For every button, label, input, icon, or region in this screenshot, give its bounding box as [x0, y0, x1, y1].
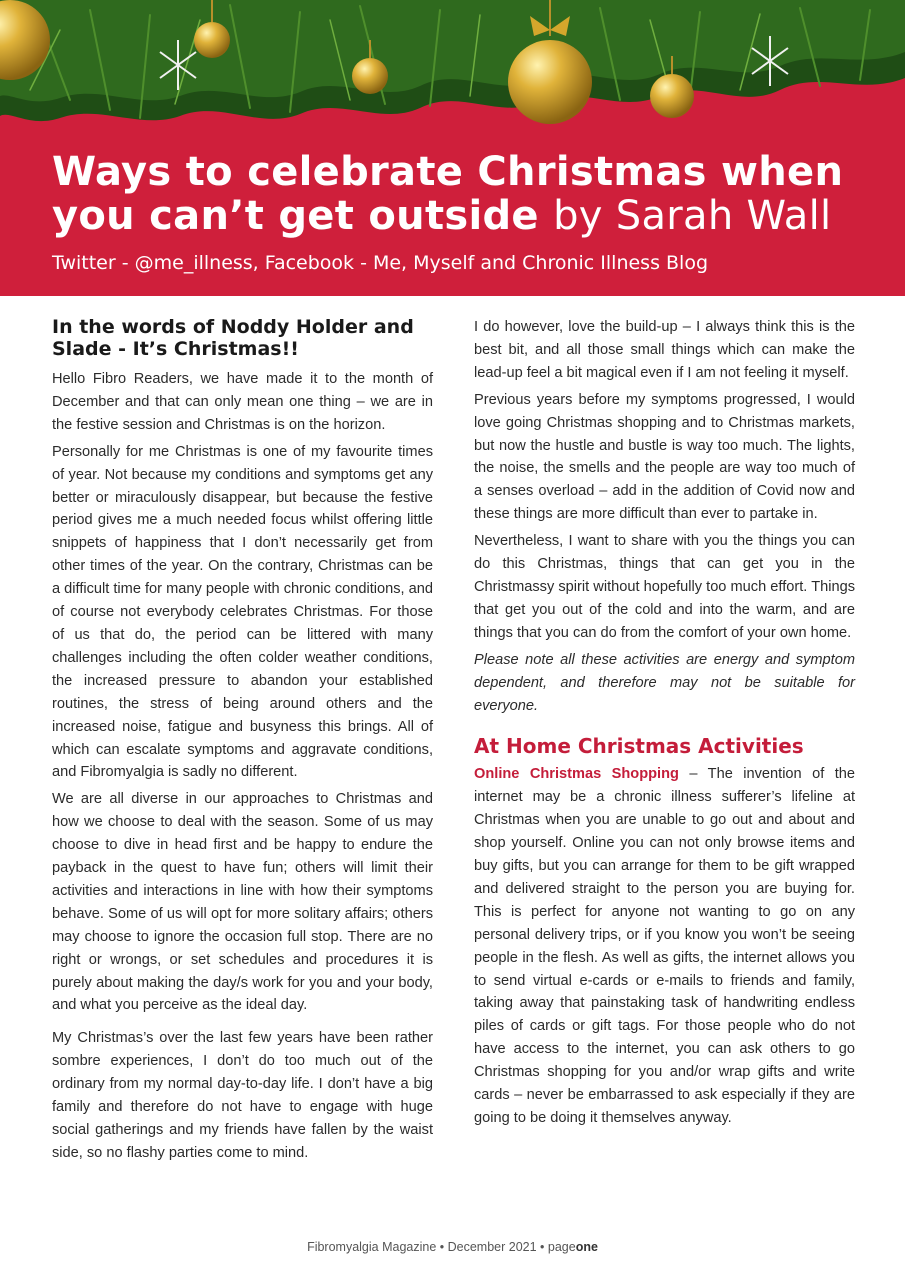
left-column [52, 316, 433, 1169]
section-heading: At Home Christmas Activities [474, 734, 804, 759]
paragraph: Personally for me Christmas is one of my favourite times of year. Not because my conditions and symptoms get any better or miraculously disappear, but because the festive period gives me a much needed focus whilst offering little snippets of happiness that I don’t necessarily get from other times of the year. On the contrary, Christmas can be a difficult time for many people with chronic conditions, and of course not everybody celebrates Christmas. For those of us that do, the period can be littered with many challenges including the often colder weather conditions, the increased pressure to abandon your established routines, the stress of being around others and the increased noise, fatigue and busyness this brings. All of which can escalate symptoms and aggravate conditions, and Fibromyalgia is sadly no different. [52, 443, 433, 781]
intro-heading: In the words of Noddy Holder and Slade - It’s Christmas!! [52, 316, 414, 360]
disclaimer-note: Please note all these activities are energy and symptom dependent, and therefore may not be suitable for everyone. [474, 651, 855, 714]
subsection-heading: Online Christmas Shopping [474, 766, 679, 783]
paragraph [474, 763, 855, 1130]
paragraph: Previous years before my symptoms progressed, I would love going Christmas shopping and to Christmas markets, but now the hustle and bustle is way too much. The lights, the noise, the smells and the people are way too much of a senses overload – add in the addition of Covid now and these things are more difficult than ever to partake in. [474, 391, 855, 523]
paragraph: Hello Fibro Readers, we have made it to the month of December and that can only mean one thing – we are in the festive session and Christmas is on the horizon. [52, 371, 433, 433]
subsection-text: – The invention of the internet may be a chronic illness sufferer’s lifeline at Christmas when you are unable to go out and about and shop yourself. Online you can not only browse items and buy gifts, but you can arrange for them to be gift wrapped and delivered straight to the person you are buying for. This is perfect for anyone not wanting to go on any personal delivery trips, or if you know you won’t be seeing people in the flesh. As well as gifts, the internet allows you to send virtual e-cards or e-mails to friends and family, taking away that painstaking task of handwriting endless piles of cards or gift tags. For those people who do not have access to the internet, you can ask others to go Christmas shopping for you and/or wrap gifts and write cards – never be embarrassed to ask especially if they are going to be doing it themselves anyway. [474, 766, 855, 1126]
christmas-garland-decoration [0, 0, 905, 150]
paragraph: I do however, love the build-up – I always think this is the best bit, and all those small things which can make the lead-up feel a bit magical even if I am not feeling it myself. [474, 319, 855, 381]
paragraph: We are all diverse in our approaches to Christmas and how we choose to deal with the season. Some of us may choose to dive in head first and be happy to endure the payback in the quest to have fun; others will limit their activities and interactions in line with how their symptoms behave. Some of us will opt for more solitary affairs; others may choose to ignore the occasion full stop. There are no right or wrongs, or set schedules and procedures it is purely about making the day/s work for you and your body, and what you perceive as the ideal day. [52, 791, 433, 1014]
paragraph: My Christmas’s over the last few years have been rather sombre experiences, I don’t do too much out of the ordinary from my normal day-to-day life. I don’t have a big family and therefore do not have to engage with huge social gatherings and my friends have fallen by the waist side, so no flashy parties come to mind. [52, 1030, 433, 1161]
page-footer [0, 1240, 905, 1254]
page-number: one [575, 1240, 598, 1254]
paragraph: Nevertheless, I want to share with you the things you can do this Christmas, things that can get you in the Christmassy spirit without hopefully too much effort. Things that get you out of the cold and into the warm, and are things that you can do from the comfort of your own home. [474, 533, 855, 641]
header-banner [0, 0, 905, 296]
title-text: Ways to celebrate Christmas when you can’t get outside [52, 149, 844, 239]
author-byline: by Sarah Wall [553, 193, 832, 239]
right-column [474, 316, 855, 1134]
footer-text: Fibromyalgia Magazine • December 2021 • page [307, 1240, 576, 1254]
article-title [52, 150, 882, 238]
social-links: Twitter - @me_illness, Facebook - Me, Myself and Chronic Illness Blog [52, 252, 709, 274]
